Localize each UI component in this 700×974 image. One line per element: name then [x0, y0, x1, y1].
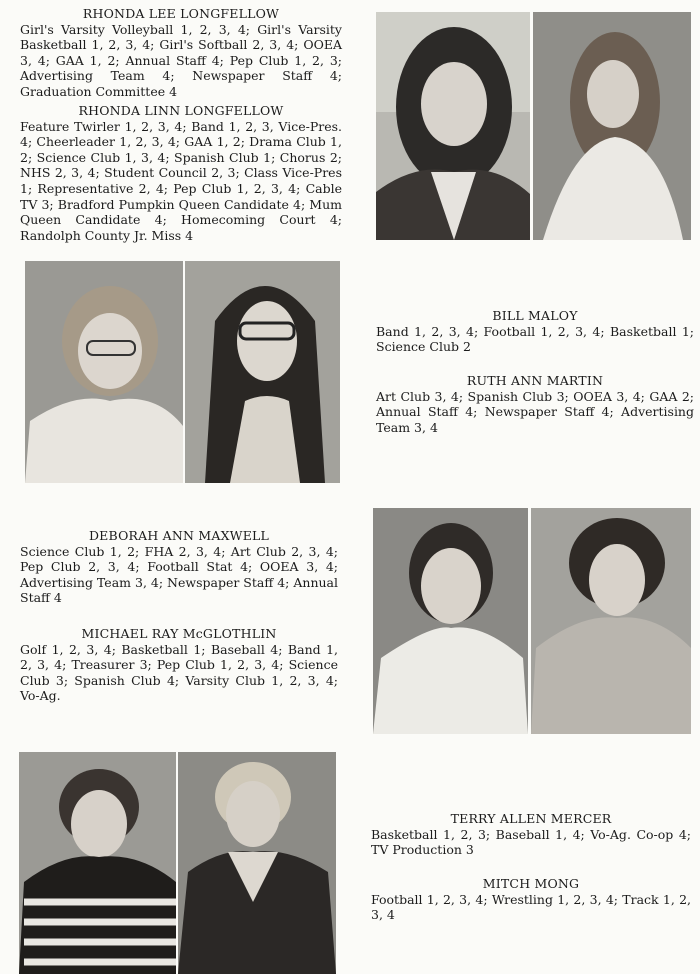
student-name: RHONDA LEE LONGFELLOW [82, 6, 280, 21]
portrait-photo [25, 261, 183, 483]
student-entry [371, 876, 691, 923]
student-entry [371, 811, 691, 858]
portrait-photo [376, 12, 530, 240]
student-activities: Golf 1, 2, 3, 4; Basketball 1; Baseball 4; Band 1, 2, 3, 4; Treasurer 3; Pep Club 1, 2, 3, 4; Science Club 3; Spanish Club 4; Varsity Club 1, 2, 3, 4; Vo-Ag. [20, 641, 338, 704]
student-activities: Football 1, 2, 3, 4; Wrestling 1, 2, 3, 4; Track 1, 2, 3, 4 [371, 891, 691, 923]
student-activities: Feature Twirler 1, 2, 3, 4; Band 1, 2, 3, Vice-Pres. 4; Cheerleader 1, 2, 3, 4; GAA 1, 2; Drama Club 1, 2; Science Club 1, 3, 4; Spanish Club 1; Chorus 2; NHS 2, 3, 4; Student Council 2, 3; Class Vice-Pres 1; Representative 2, 4; Pep Club 1, 2, 3, 4; Cable TV 3; Bradford Pumpkin Queen Candidate 4; Mum Queen Candidate 4; Homecoming Court 4; Randolph County Jr. Miss 4 [20, 118, 342, 243]
portrait-photo [533, 12, 691, 240]
student-name: MITCH MONG [482, 876, 580, 891]
student-name: RHONDA LINN LONGFELLOW [78, 103, 284, 118]
portrait-photo [185, 261, 340, 483]
student-entry [20, 528, 338, 606]
student-name: BILL MALOY [492, 308, 578, 323]
portrait-photo [178, 752, 336, 974]
student-entry [376, 308, 694, 355]
student-entry [20, 6, 342, 100]
portrait-photo [373, 508, 528, 734]
student-activities: Band 1, 2, 3, 4; Football 1, 2, 3, 4; Basketball 1; Science Club 2 [376, 323, 694, 355]
student-name: MICHAEL RAY McGLOTHLIN [81, 626, 277, 641]
student-activities: Basketball 1, 2, 3; Baseball 1, 4; Vo-Ag. Co-op 4; TV Production 3 [371, 826, 691, 858]
student-activities: Art Club 3, 4; Spanish Club 3; OOEA 3, 4; GAA 2; Annual Staff 4; Newspaper Staff 4; Advertising Team 3, 4 [376, 388, 694, 435]
student-name: DEBORAH ANN MAXWELL [88, 528, 270, 543]
student-entry [20, 626, 338, 704]
student-entry [20, 103, 342, 243]
student-entry [376, 373, 694, 435]
student-activities: Science Club 1, 2; FHA 2, 3, 4; Art Club 2, 3, 4; Pep Club 2, 3, 4; Football Stat 4; OOEA 3, 4; Advertising Team 3, 4; Newspaper Staff 4; Annual Staff 4 [20, 543, 338, 606]
portrait-photo [19, 752, 176, 974]
student-activities: Girl's Varsity Volleyball 1, 2, 3, 4; Girl's Varsity Basketball 1, 2, 3, 4; Girl's Softball 2, 3, 4; OOEA 3, 4; GAA 1, 2; Annual Staff 4; Pep Club 1, 2, 3; Advertising Team 4; Newspaper Staff 4; Graduation Committee 4 [20, 21, 342, 99]
student-name: TERRY ALLEN MERCER [450, 811, 612, 826]
portrait-photo [531, 508, 691, 734]
student-name: RUTH ANN MARTIN [466, 373, 604, 388]
